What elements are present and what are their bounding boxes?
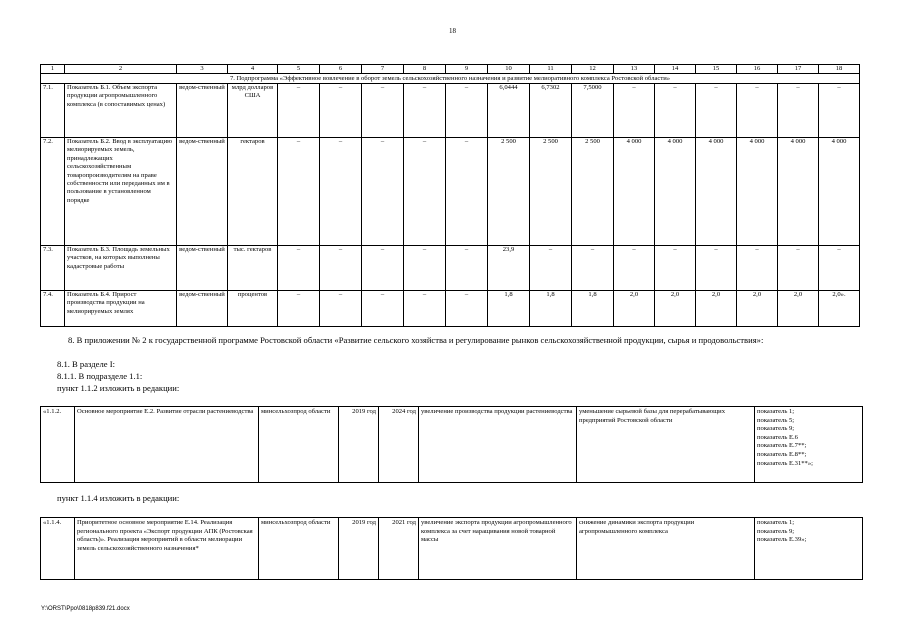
paragraph-8: 8. В приложении № 2 к государственной программе Ростовской области «Развитие сельского хозяйства и регулирование рынков сельскохозяйственной продукции, сырья и продовольствия»:: [68, 335, 764, 345]
indicators-table: [40, 64, 860, 327]
indicator-value: 4 000: [614, 138, 655, 246]
column-number: 17: [778, 65, 819, 74]
indicator-value: –: [446, 246, 488, 291]
indicator-link: показатель Е.8**;: [757, 450, 807, 458]
unit-of-measure: млрд долларов США: [228, 84, 278, 138]
indicator-value: –: [446, 138, 488, 246]
unit-of-measure: процентов: [228, 291, 278, 327]
indicator-value: –: [696, 84, 737, 138]
column-number: 14: [655, 65, 696, 74]
measure-name: Приоритетное основное мероприятие Е.14. Реализация регионального проекта «Экспорт продукции АПК (Ростовская область)». Реализация мероприятий в области мелиорации земель сельскохозяйственного назначения*: [75, 518, 259, 580]
row-number: «1.1.4.: [41, 518, 75, 580]
file-path-footer: Y:\ORST\Ppo\0818p839.f21.docx: [41, 606, 130, 612]
indicator-value: –: [320, 138, 362, 246]
indicator-value: –: [696, 246, 737, 291]
indicator-value: 2,0».: [819, 291, 860, 327]
indicator-value: 2,0: [655, 291, 696, 327]
executor: минсельхозпрод области: [259, 518, 339, 580]
indicator-value: –: [655, 246, 696, 291]
indicator-value: –: [362, 291, 404, 327]
indicator-link: показатель Е.39»;: [757, 536, 807, 544]
column-number: 2: [65, 65, 177, 74]
paragraph-8-1: 8.1. В разделе I:: [57, 359, 115, 369]
unit-of-measure: тыс. гектаров: [228, 246, 278, 291]
row-number: 7.1.: [41, 84, 65, 138]
column-number: 12: [572, 65, 614, 74]
column-number: 5: [278, 65, 320, 74]
indicator-value: 4 000: [655, 138, 696, 246]
indicator-value: –: [404, 138, 446, 246]
indicator-value: –: [614, 246, 655, 291]
non-implementation-consequence: снижение динамики экспорта продукции агропромышленного комплекса: [577, 518, 755, 580]
indicator-value: –: [778, 246, 819, 291]
indicator-links: [755, 407, 863, 483]
row-number: 7.3.: [41, 246, 65, 291]
column-number-row: [41, 65, 860, 74]
indicator-type: ведом-ственный: [177, 246, 228, 291]
indicator-value: 2 500: [488, 138, 530, 246]
indicator-value: –: [320, 84, 362, 138]
indicator-value: 2,0: [696, 291, 737, 327]
indicator-value: 1,8: [530, 291, 572, 327]
indicator-link: показатель 1;: [757, 519, 795, 526]
indicator-value: 7,5000: [572, 84, 614, 138]
indicator-value: –: [320, 291, 362, 327]
measure-name: Основное мероприятие Е.2. Развитие отрасли растениеводства: [75, 407, 259, 483]
indicator-links: [755, 518, 863, 580]
indicator-value: 1,8: [488, 291, 530, 327]
indicator-link: показатель 1;: [757, 408, 795, 415]
indicator-name: Показатель Б.1. Объем экспорта продукции агропромышленного комплекса (в сопоставимых ценах): [65, 84, 177, 138]
column-number: 8: [404, 65, 446, 74]
indicator-link: показатель 9;: [757, 425, 795, 433]
indicator-value: 4 000: [819, 138, 860, 246]
indicator-value: –: [572, 246, 614, 291]
indicator-value: –: [446, 84, 488, 138]
subprogram-title: 7. Подпрограмма «Эффективное вовлечение в оборот земель сельскохозяйственного назначения и развитие мелиоративного комплекса Ростовской области»: [41, 74, 860, 84]
measure-1-1-4-table: [40, 517, 863, 580]
paragraph-1-1-2-intro: пункт 1.1.2 изложить в редакции:: [57, 383, 180, 393]
row-number: «1.1.2.: [41, 407, 75, 483]
indicator-name: Показатель Б.4. Прирост производства продукции на мелиорируемых землях: [65, 291, 177, 327]
end-year: 2021 год: [379, 518, 419, 580]
indicator-value: –: [362, 84, 404, 138]
expected-result: увеличение экспорта продукции агропромышленного комплекса за счет наращивания новой товарной массы: [419, 518, 577, 580]
end-year: 2024 год: [379, 407, 419, 483]
indicator-row: [41, 138, 860, 246]
indicator-value: –: [404, 84, 446, 138]
indicator-value: –: [655, 84, 696, 138]
non-implementation-consequence: уменьшение сырьевой базы для перерабатывающих предприятий Ростовской области: [577, 407, 755, 483]
indicator-row: [41, 246, 860, 291]
column-number: 16: [737, 65, 778, 74]
indicator-value: –: [778, 84, 819, 138]
indicator-type: ведом-ственный: [177, 291, 228, 327]
page-number: 18: [449, 27, 456, 35]
indicator-value: 6,0444: [488, 84, 530, 138]
indicator-value: 2,0: [737, 291, 778, 327]
measure-1-1-2-table: [40, 406, 863, 483]
indicator-value: –: [404, 291, 446, 327]
indicator-value: –: [362, 246, 404, 291]
column-number: 9: [446, 65, 488, 74]
indicator-value: 4 000: [778, 138, 819, 246]
indicator-link: показатель 5;: [757, 416, 795, 424]
indicator-value: –: [278, 138, 320, 246]
column-number: 6: [320, 65, 362, 74]
unit-of-measure: гектаров: [228, 138, 278, 246]
indicator-value: –: [614, 84, 655, 138]
indicator-value: –: [446, 291, 488, 327]
indicator-value: 4 000: [737, 138, 778, 246]
indicator-value: –: [530, 246, 572, 291]
column-number: 7: [362, 65, 404, 74]
indicator-row: [41, 291, 860, 327]
column-number: 13: [614, 65, 655, 74]
expected-result: увеличение производства продукции растениеводства: [419, 407, 577, 483]
indicator-value: 4 000: [696, 138, 737, 246]
indicator-value: 2,0: [614, 291, 655, 327]
indicator-value: –: [737, 246, 778, 291]
indicator-name: Показатель Б.3. Площадь земельных участков, на которых выполнены кадастровые работы: [65, 246, 177, 291]
indicator-value: –: [278, 246, 320, 291]
indicator-value: –: [819, 84, 860, 138]
indicator-value: –: [362, 138, 404, 246]
paragraph-1-1-4-intro: пункт 1.1.4 изложить в редакции:: [57, 493, 180, 503]
indicator-value: 2,0: [778, 291, 819, 327]
indicator-value: 6,7302: [530, 84, 572, 138]
column-number: 18: [819, 65, 860, 74]
indicator-value: –: [404, 246, 446, 291]
indicator-type: ведом-ственный: [177, 84, 228, 138]
indicator-link: показатель Е.7**;: [757, 442, 807, 450]
indicator-link: показатель Е.6: [757, 433, 798, 441]
indicator-link: показатель 9;: [757, 527, 795, 535]
indicator-value: 23,9: [488, 246, 530, 291]
paragraph-8-1-1: 8.1.1. В подразделе 1.1:: [57, 371, 143, 381]
indicator-value: –: [320, 246, 362, 291]
column-number: 11: [530, 65, 572, 74]
indicator-value: 2 500: [530, 138, 572, 246]
column-number: 1: [41, 65, 65, 74]
start-year: 2019 год: [339, 407, 379, 483]
column-number: 15: [696, 65, 737, 74]
row-number: 7.4.: [41, 291, 65, 327]
column-number: 3: [177, 65, 228, 74]
start-year: 2019 год: [339, 518, 379, 580]
executor: минсельхозпрод области: [259, 407, 339, 483]
indicator-value: –: [278, 84, 320, 138]
indicator-link: показатель Е.31**»;: [757, 459, 813, 467]
indicator-value: 2 500: [572, 138, 614, 246]
indicator-value: 1,8: [572, 291, 614, 327]
indicator-value: –: [819, 246, 860, 291]
indicator-value: –: [737, 84, 778, 138]
column-number: 10: [488, 65, 530, 74]
row-number: 7.2.: [41, 138, 65, 246]
column-number: 4: [228, 65, 278, 74]
indicator-value: –: [278, 291, 320, 327]
indicator-name: Показатель Б.2. Ввод в эксплуатацию мелиорируемых земель, принадлежащих сельскохозяйственным товаропроизводителям на праве собственности или переданных им в пользование в установленном порядке: [65, 138, 177, 246]
indicator-type: ведом-ственный: [177, 138, 228, 246]
indicator-row: [41, 84, 860, 138]
